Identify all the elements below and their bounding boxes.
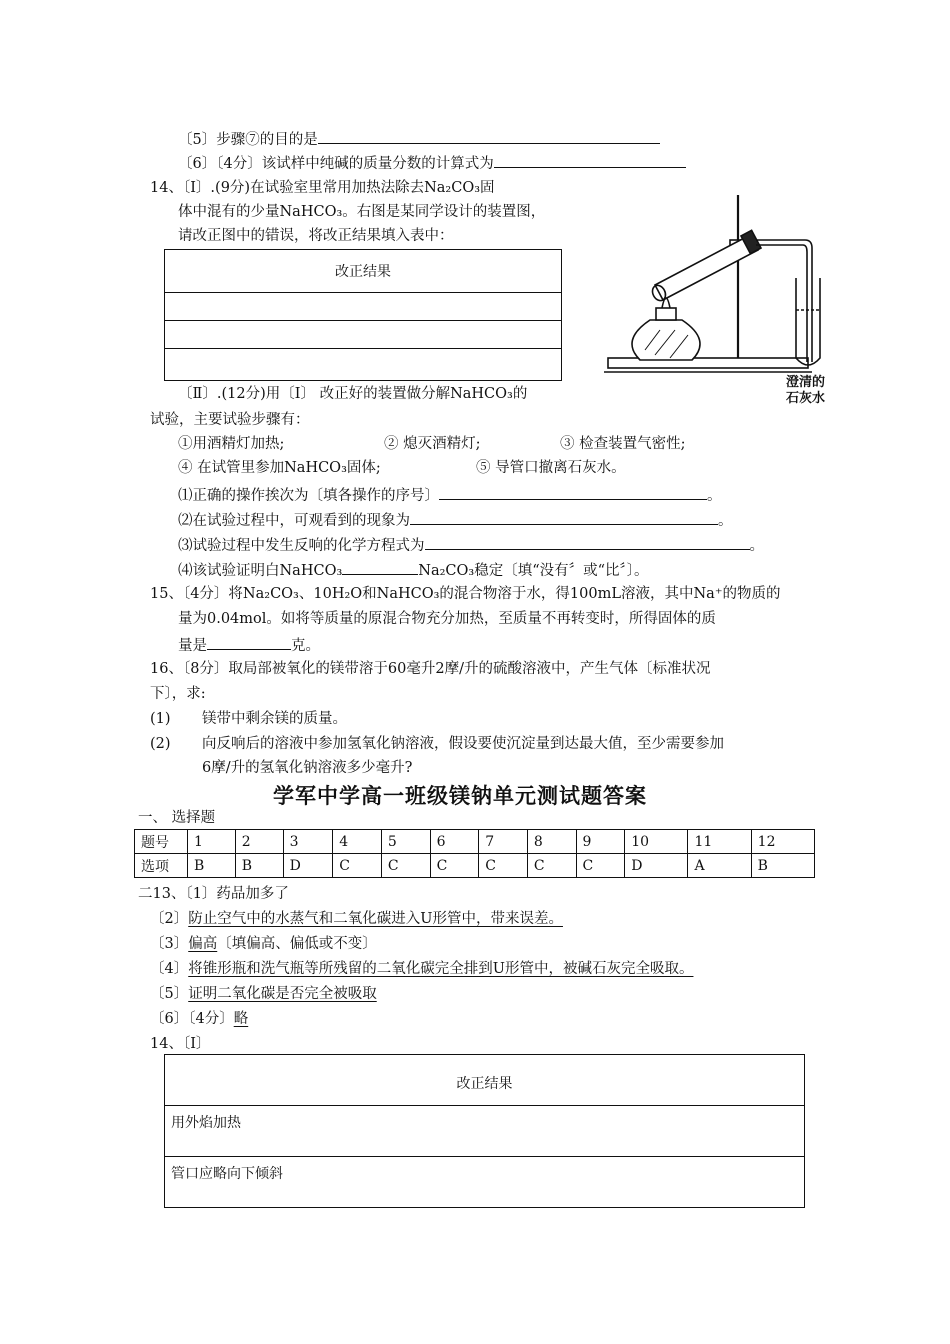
- q14-step4: ④ 在试管里参加NaHCO₃固体;: [178, 460, 381, 476]
- answer13-6: 〔6〕〔4分〕略: [150, 1011, 249, 1027]
- answer14-label: 14、〔Ⅰ〕: [150, 1036, 211, 1052]
- question-number-cell: 3: [283, 830, 333, 854]
- answer-blank[interactable]: [439, 484, 707, 500]
- table-header: 改正结果: [165, 250, 562, 293]
- answer-choice-cell: C: [527, 854, 576, 878]
- choice-answer-table: [134, 829, 815, 878]
- question-number-cell: 5: [381, 830, 430, 854]
- figure-label-limewater: 澄清的: [786, 374, 826, 389]
- q16-item1-no: (1): [150, 711, 171, 727]
- q16-item2: 向反响后的溶液中参加氢氧化钠溶液，假设要使沉淀量到达最大值，至少需要参加: [202, 736, 724, 752]
- q13-part6: 〔6〕〔4分〕该试样中纯碱的质量分数的计算式为: [178, 152, 686, 174]
- q14-line3: 请改正图中的错误，将改正结果填入表中：: [178, 228, 454, 244]
- q14-sub1: ⑴正确的操作挨次为〔填各操作的序号〕 。: [178, 484, 722, 506]
- answer-choice-cell: B: [751, 854, 814, 878]
- answer13-2: 〔2〕防止空气中的水蒸气和二氧化碳进入U形管中，带来误差。: [150, 911, 563, 927]
- answer-choice-cell: C: [576, 854, 625, 878]
- question-number-cell: 2: [235, 830, 283, 854]
- q14-step2: ② 熄灭酒精灯;: [384, 436, 481, 452]
- q14-sub2: ⑵在试验过程中，可观看到的现象为 。: [178, 509, 733, 531]
- answer-choice-cell: A: [688, 854, 751, 878]
- answer-choice-cell: C: [430, 854, 479, 878]
- q16-item1: 镁带中剩余镁的质量。: [202, 711, 347, 727]
- q15-line1: 15、〔4分〕将Na₂CO₃、10H₂O和NaHCO₃的混合物溶于水，得100mL溶液，其中Na⁺的物质的: [150, 586, 781, 602]
- answer-blank[interactable]: [410, 509, 718, 525]
- q15-line2: 量为0.04mol。如将等质量的原混合物充分加热，至质量不再转变时，所得固体的质: [178, 611, 716, 627]
- q16-line2: 下〕，求:: [150, 686, 206, 702]
- q14-line2: 体中混有的少量NaHCO₃。右图是某同学设计的装置图，: [178, 204, 546, 220]
- q14-step5: ⑤ 导管口撤离石灰水。: [476, 460, 626, 476]
- answer-choice-cell: C: [479, 854, 528, 878]
- answer-choice-cell: D: [625, 854, 688, 878]
- q14-step1: ①用酒精灯加热;: [178, 436, 285, 452]
- answer-blank[interactable]: [494, 152, 686, 168]
- table-row-blank[interactable]: [165, 321, 562, 349]
- q16-line1: 16、〔8分〕取局部被氧化的镁带溶于60毫升2摩/升的硫酸溶液中，产生气体〔标准状况: [150, 661, 711, 677]
- answer-choice-cell: C: [333, 854, 382, 878]
- question-number-cell: 1: [188, 830, 236, 854]
- figure-label-limewater-2: 石灰水: [786, 390, 826, 405]
- answer-choice-cell: B: [188, 854, 236, 878]
- q14-step3: ③ 检查装置气密性;: [560, 436, 686, 452]
- question-number-cell: 9: [576, 830, 625, 854]
- q14-part2-line1: 〔Ⅱ〕.(12分)用〔Ⅰ〕 改正好的装置做分解NaHCO₃的: [178, 386, 528, 402]
- answer-choice-cell: C: [381, 854, 430, 878]
- answer-choice-cell: B: [235, 854, 283, 878]
- q14-sub3: ⑶试验过程中发生反响的化学方程式为 。: [178, 534, 764, 556]
- q14-answer-table: [164, 249, 562, 381]
- answers-section1: 一、 选择题: [138, 810, 216, 826]
- answer-blank[interactable]: [207, 634, 291, 650]
- answers-title: 学军中学高一班级镁钠单元测试题答案: [273, 783, 647, 808]
- question-number-cell: 10: [625, 830, 688, 854]
- answer-blank[interactable]: [342, 559, 418, 575]
- answer-blank[interactable]: [425, 534, 750, 550]
- question-number-cell: 7: [479, 830, 528, 854]
- table-row-blank[interactable]: [165, 293, 562, 321]
- row-label-choice: 选项: [135, 854, 188, 878]
- answer14-table: [164, 1054, 805, 1208]
- answer-blank[interactable]: [318, 128, 660, 144]
- table-row-blank[interactable]: [165, 349, 562, 381]
- q14-sub4: ⑷该试验证明白NaHCO₃ Na₂CO₃稳定〔填“没有〞或“比〞〕。: [178, 559, 649, 581]
- table-row: 管口应略向下倾斜: [165, 1157, 805, 1208]
- apparatus-figure: [600, 190, 840, 415]
- answer-choice-cell: D: [283, 854, 333, 878]
- table-row: 用外焰加热: [165, 1106, 805, 1157]
- answer13-1: 二13、〔1〕药品加多了: [138, 886, 289, 902]
- q16-item2-cont: 6摩/升的氢氧化钠溶液多少毫升?: [202, 760, 413, 776]
- answer13-5: 〔5〕证明二氧化碳是否完全被吸取: [150, 986, 377, 1002]
- question-number-cell: 11: [688, 830, 751, 854]
- row-label-number: 题号: [135, 830, 188, 854]
- q15-line3: 量是 克。: [178, 634, 320, 656]
- question-number-cell: 6: [430, 830, 479, 854]
- q16-item2-no: (2): [150, 736, 171, 752]
- question-number-cell: 8: [527, 830, 576, 854]
- q14-line1: 14、〔Ⅰ〕.(9分)在试验室里常用加热法除去Na₂CO₃固: [150, 180, 495, 196]
- question-number-cell: 12: [751, 830, 814, 854]
- table-header: 改正结果: [165, 1055, 805, 1106]
- answer13-4: 〔4〕将锥形瓶和洗气瓶等所残留的二氧化碳完全排到U形管中，被碱石灰完全吸取。: [150, 961, 694, 977]
- q13-part5: 〔5〕步骤⑦的目的是: [178, 128, 660, 150]
- q14-part2-line2: 试验，主要试验步骤有：: [150, 412, 310, 428]
- answer13-3: 〔3〕偏高〔填偏高、偏低或不变〕: [150, 936, 377, 952]
- question-number-cell: 4: [333, 830, 382, 854]
